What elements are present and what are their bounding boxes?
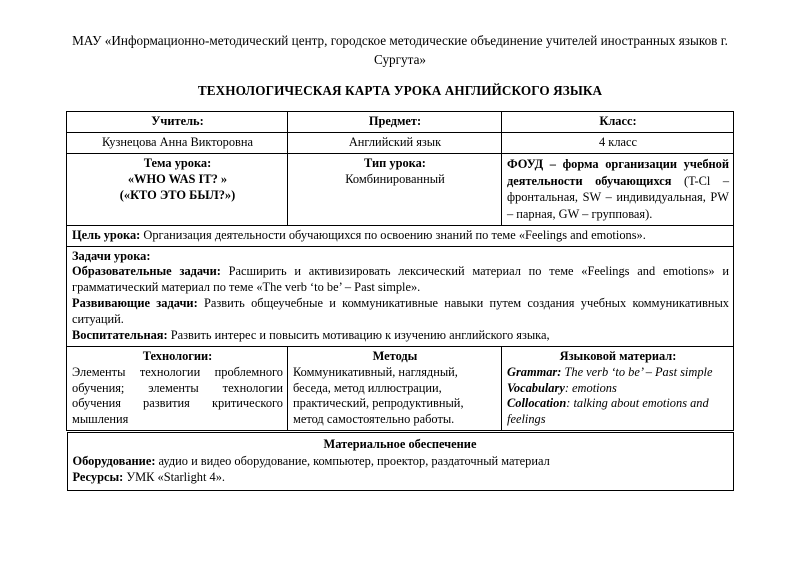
equipment-paragraph [73,453,728,469]
table-row-topic [67,154,734,225]
material-title-cell [67,433,733,454]
language-material-cell [502,346,734,430]
upbringing-task-paragraph [72,328,729,344]
teacher-name: Кузнецова Анна Викторовна [101,135,254,150]
table-row-header [67,112,734,133]
goal-cell [67,225,734,246]
language-material-label: Языковой материал: [559,348,677,363]
teacher-value-cell [67,133,288,154]
upbringing-task-value: Развить интерес и повысить мотивацию к изучению английского языка, [167,327,550,342]
collocation-label: Collocation [507,396,567,411]
topic-line-en: «WHO WAS IT? » [127,172,228,187]
equipment-value: аудио и видео оборудование, компьютер, проектор, раздаточный материал [155,454,550,469]
educational-tasks-paragraph [72,264,729,296]
tasks-heading-paragraph [72,249,729,265]
table-row-material-title [67,433,733,454]
table-row-values [67,133,734,154]
class-label: Класс: [599,114,637,129]
material-support-table [67,432,734,490]
methods-label: Методы [372,348,418,363]
teacher-label: Учитель: [151,114,204,129]
lesson-type-cell [288,154,502,225]
upbringing-task-label: Воспитательная: [72,327,168,342]
lesson-type-label: Тип урока: [364,156,426,171]
organization-header: МАУ «Информационно-методический центр, городское методические объединение учителей иностранных языков г. Сургута» [72,33,728,67]
topic-cell [67,154,288,225]
grammar-label: Grammar: [507,364,562,379]
collocation-paragraph [507,396,729,428]
educational-tasks-value: Расширить и активизировать лексический материал по теме «Feelings and emotions» и грамматический материал по теме «The verb ‘to be’ – Past simple». [72,264,729,295]
grammar-paragraph [507,365,729,381]
material-body-cell [67,453,733,490]
foud-bold-text: ФОУД – форма организации учебной деятельности обучающихся [507,157,729,188]
material-title: Материальное обеспечение [323,437,477,452]
vocabulary-paragraph [507,381,729,397]
page-title: ТЕХНОЛОГИЧЕСКАЯ КАРТА УРОКА АНГЛИЙСКОГО ЯЗЫКА [197,83,603,99]
table-row-methods [67,346,734,430]
subject-value-cell [288,133,502,154]
technologies-label: Технологии: [142,348,213,363]
educational-tasks-label: Образовательные задачи: [72,264,221,279]
teacher-label-cell [67,112,288,133]
foud-rest-text: (T-Cl – фронтальная, SW – индивидуальная, PW – парная, GW – групповая). [507,173,730,222]
lesson-type-value: Комбинированный [345,172,445,187]
methods-cell [288,346,502,430]
table-row-tasks [67,246,734,346]
resources-label: Ресурсы: [72,470,124,485]
foud-cell [502,154,734,225]
technologies-value: Элементы технологии проблемного обучения; элементы технологии обучения развития критического мышления [72,364,283,427]
resources-paragraph [73,469,728,485]
topic-line-ru: («КТО ЭТО БЫЛ?») [119,187,236,202]
developing-tasks-paragraph [72,296,729,328]
goal-label: Цель урока: [72,227,141,242]
collocation-value: : talking about emotions and feelings [507,396,709,427]
grammar-value: The verb ‘to be’ – Past simple [561,364,713,379]
vocabulary-value: : emotions [564,380,617,395]
topic-label: Тема урока: [143,156,212,171]
class-label-cell [502,112,734,133]
class-value-cell [502,133,734,154]
table-row-goal [67,225,734,246]
goal-value: Организация деятельности обучающихся по освоению знаний по теме «Feelings and emotions». [140,227,646,242]
tasks-cell [67,246,734,346]
methods-value: Коммуникативный, наглядный, беседа, метод иллюстрации, практический, репродуктивный, метод самостоятельно работы. [293,364,464,427]
technologies-cell [67,346,288,430]
class-name: 4 класс [599,135,637,150]
subject-label-cell [288,112,502,133]
developing-tasks-value: Развить общеучебные и коммуникативные навыки путем создания учебных коммуникативных ситуаций. [72,296,729,327]
table-row-material-body [67,453,733,490]
equipment-label: Оборудование: [72,454,156,469]
subject-label: Предмет: [368,114,422,129]
lesson-info-table [66,111,734,431]
tasks-heading: Задачи урока: [72,248,151,263]
resources-value: УМК «Starlight 4». [123,470,225,485]
vocabulary-label: Vocabulary [507,380,565,395]
subject-name: Английский язык [348,135,442,150]
developing-tasks-label: Развивающие задачи: [72,296,198,311]
